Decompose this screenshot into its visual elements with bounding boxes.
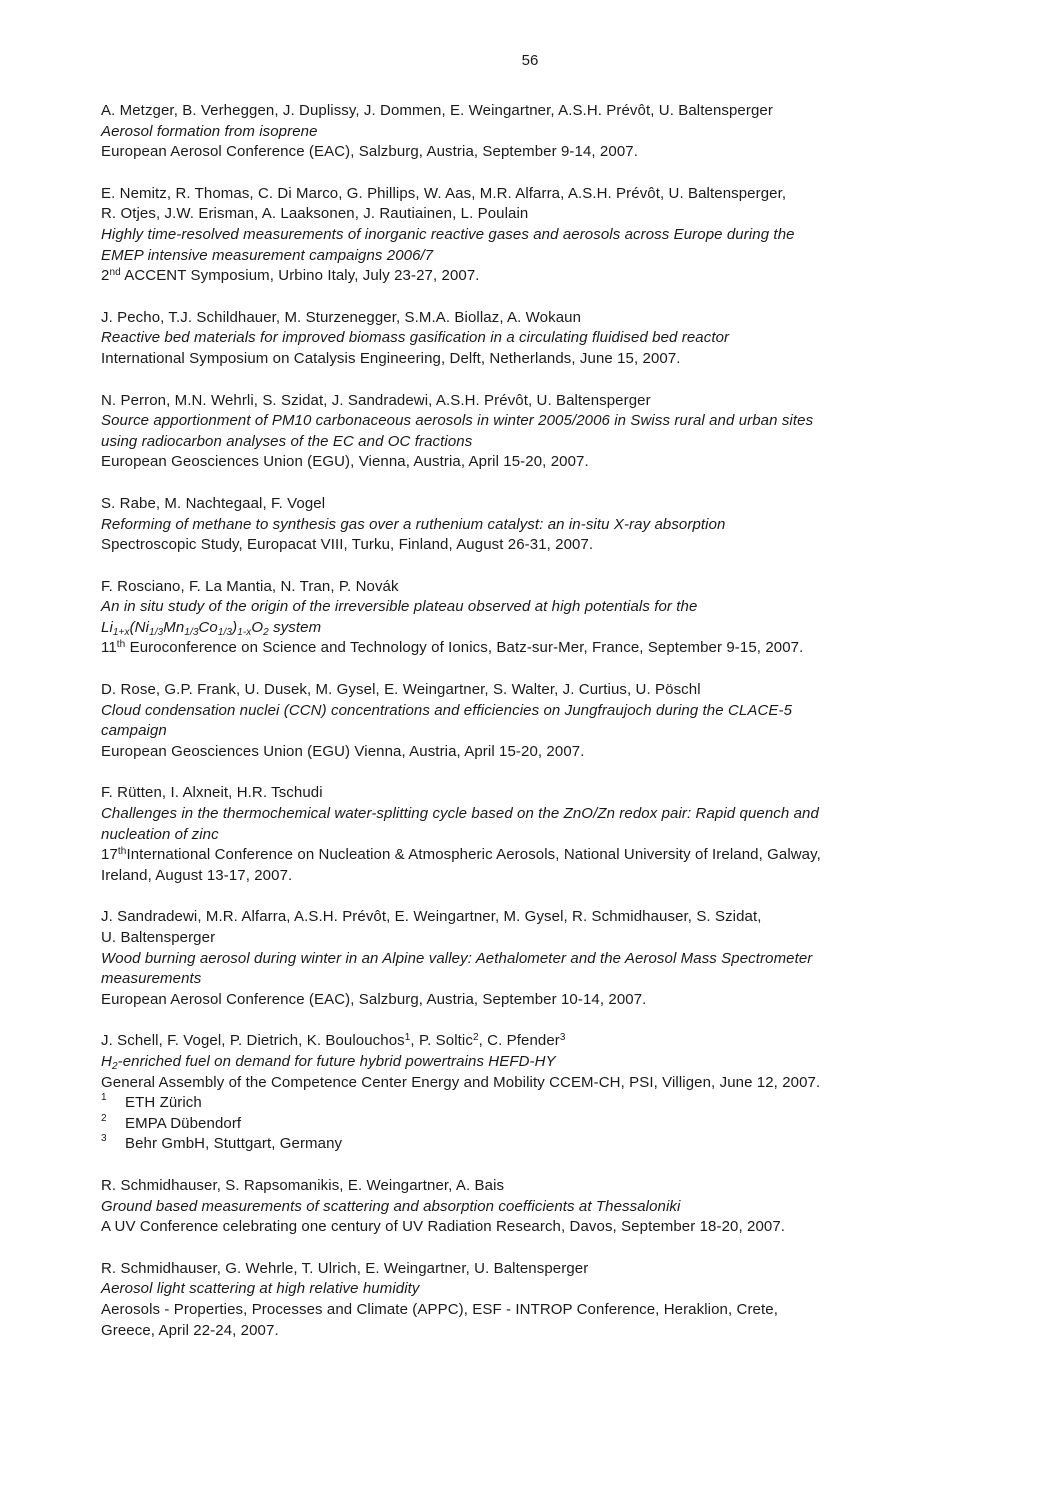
title-text: -enriched fuel on demand for future hybrid powertrains HEFD-HY <box>117 1052 556 1070</box>
entry-authors: F. Rütten, I. Alxneit, H.R. Tschudi <box>101 784 323 802</box>
entry-venue: International Symposium on Catalysis Engineering, Delft, Netherlands, June 15, 2007. <box>101 349 681 367</box>
affiliation-footnote <box>101 1114 1001 1135</box>
affiliation-text: Behr GmbH, Stuttgart, Germany <box>125 1135 343 1153</box>
affiliation-marker: 1 <box>404 1032 411 1044</box>
entry-venue: General Assembly of the Competence Center Energy and Mobility CCEM-CH, PSI, Villigen, June 12, 2007. <box>101 1073 821 1091</box>
entry-title: Challenges in the thermochemical water-splitting cycle based on the ZnO/Zn redox pair: Rapid quench and <box>101 805 819 823</box>
affiliation-text: ETH Zürich <box>125 1094 202 1112</box>
entry-title: EMEP intensive measurement campaigns 2006/7 <box>101 246 434 264</box>
publication-entry <box>101 184 1001 287</box>
entry-authors: U. Baltensperger <box>101 929 216 946</box>
formula-subscript: 1-x <box>237 626 252 638</box>
author-text: , P. Soltic <box>410 1032 473 1050</box>
entry-authors: N. Perron, M.N. Wehrli, S. Szidat, J. Sandradewi, A.S.H. Prévôt, U. Baltensperger <box>101 391 651 409</box>
venue-ordinal-suffix: th <box>117 846 127 858</box>
entry-venue: A UV Conference celebrating one century of UV Radiation Research, Davos, September 18-20, 2007. <box>101 1218 786 1236</box>
publication-entry <box>101 783 1001 886</box>
entry-title: nucleation of zinc <box>101 825 219 843</box>
author-text: J. Schell, F. Vogel, P. Dietrich, K. Boulouchos <box>101 1032 405 1050</box>
affiliation-footnote <box>101 1093 1001 1114</box>
venue-text: ACCENT Symposium, Urbino Italy, July 23-27, 2007. <box>120 267 480 285</box>
entry-venue: Ireland, August 13-17, 2007. <box>101 866 293 884</box>
entry-venue: European Aerosol Conference (EAC), Salzburg, Austria, September 9-14, 2007. <box>101 143 638 161</box>
entry-authors: R. Schmidhauser, S. Rapsomanikis, E. Weingartner, A. Bais <box>101 1176 505 1194</box>
formula-subscript: 1/3 <box>184 626 199 638</box>
formula-part: Li <box>101 618 113 636</box>
publication-entry <box>101 907 1001 1010</box>
entry-authors: R. Schmidhauser, G. Wehrle, T. Ulrich, E. Weingartner, U. Baltensperger <box>101 1259 589 1277</box>
entry-title: Aerosol light scattering at high relative humidity <box>101 1280 420 1298</box>
publication-entry <box>101 1031 1001 1155</box>
formula-part: ) <box>232 618 238 636</box>
publication-entry <box>101 577 1001 659</box>
venue-ordinal-number: 2 <box>101 267 110 285</box>
entry-title: Highly time-resolved measurements of inorganic reactive gases and aerosols across Europe during the <box>101 225 795 243</box>
formula-subscript: 1+x <box>112 626 130 638</box>
entry-authors: J. Pecho, T.J. Schildhauer, M. Sturzenegger, S.M.A. Biollaz, A. Wokaun <box>101 308 582 326</box>
formula-part: (Ni <box>129 618 150 636</box>
formula-part: Co <box>198 618 218 636</box>
affiliation-footnote <box>101 1134 1001 1155</box>
entry-title: using radiocarbon analyses of the EC and OC fractions <box>101 432 473 450</box>
entry-title: Wood burning aerosol during winter in an Alpine valley: Aethalometer and the Aerosol Mass Spectrometer <box>101 949 813 967</box>
author-text: , C. Pfender <box>478 1032 560 1050</box>
page-number: 56 <box>521 52 539 69</box>
title-text: H <box>101 1052 112 1070</box>
entry-authors: R. Otjes, J.W. Erisman, A. Laaksonen, J. Rautiainen, L. Poulain <box>101 205 529 223</box>
venue-ordinal-suffix: nd <box>109 267 121 279</box>
formula-subscript: 1/3 <box>217 626 233 638</box>
entry-venue: European Aerosol Conference (EAC), Salzburg, Austria, September 10-14, 2007. <box>101 990 647 1008</box>
publication-entry <box>101 680 1001 762</box>
publication-entry <box>101 1176 1001 1238</box>
title-subscript: 2 <box>111 1060 118 1072</box>
affiliation-number: 2 <box>101 1112 107 1124</box>
entry-title: campaign <box>101 722 167 740</box>
affiliation-number: 3 <box>101 1133 107 1145</box>
formula-part: O <box>251 618 264 636</box>
venue-ordinal-suffix: th <box>116 639 126 651</box>
venue-text: Euroconference on Science and Technology of Ionics, Batz-sur-Mer, France, September 9-15, 2007. <box>125 639 804 657</box>
entry-title: An in situ study of the origin of the irreversible plateau observed at high potentials for the <box>101 598 698 616</box>
entry-venue: European Geosciences Union (EGU), Vienna, Austria, April 15-20, 2007. <box>101 453 589 471</box>
affiliation-marker: 3 <box>559 1032 566 1044</box>
formula-subscript: 2 <box>263 626 269 638</box>
entry-title: Source apportionment of PM10 carbonaceous aerosols in winter 2005/2006 in Swiss rural and urban sites <box>101 412 814 430</box>
entry-venue: Aerosols - Properties, Processes and Climate (APPC), ESF - INTROP Conference, Heraklion, Crete, <box>101 1300 778 1318</box>
publication-list <box>101 101 1001 1362</box>
affiliation-text: EMPA Dübendorf <box>125 1114 242 1132</box>
publication-entry <box>101 1259 1001 1341</box>
entry-venue: Spectroscopic Study, Europacat VIII, Turku, Finland, August 26-31, 2007. <box>101 536 594 554</box>
entry-authors: F. Rosciano, F. La Mantia, N. Tran, P. Novák <box>101 577 399 595</box>
publication-entry <box>101 101 1001 163</box>
publication-entry <box>101 494 1001 556</box>
entry-venue: European Geosciences Union (EGU) Vienna, Austria, April 15-20, 2007. <box>101 742 585 760</box>
venue-ordinal-number: 11 <box>101 639 117 657</box>
entry-title: Reactive bed materials for improved biomass gasification in a circulating fluidised bed reactor <box>101 329 730 347</box>
affiliation-marker: 2 <box>472 1032 479 1044</box>
entry-authors: A. Metzger, B. Verheggen, J. Duplissy, J. Dommen, E. Weingartner, A.S.H. Prévôt, U. Baltensperger <box>101 102 773 119</box>
affiliation-number: 1 <box>101 1092 107 1104</box>
entry-title: Reforming of methane to synthesis gas over a ruthenium catalyst: an in-situ X-ray absorption <box>101 515 726 533</box>
entry-venue <box>101 266 1001 287</box>
entry-venue <box>101 845 1001 866</box>
formula-part: system <box>268 618 322 636</box>
entry-authors: D. Rose, G.P. Frank, U. Dusek, M. Gysel, E. Weingartner, S. Walter, J. Curtius, U. Pöschl <box>101 681 701 699</box>
entry-venue: Greece, April 22-24, 2007. <box>101 1321 279 1339</box>
publication-entry <box>101 391 1001 473</box>
entry-title: measurements <box>101 970 202 988</box>
entry-authors: S. Rabe, M. Nachtegaal, F. Vogel <box>101 494 326 512</box>
publication-entry <box>101 308 1001 370</box>
entry-title: Cloud condensation nuclei (CCN) concentrations and efficiencies on Jungfraujoch during the CLACE-5 <box>101 701 793 719</box>
entry-title: Ground based measurements of scattering and absorption coefficients at Thessaloniki <box>101 1197 681 1215</box>
entry-authors: E. Nemitz, R. Thomas, C. Di Marco, G. Phillips, W. Aas, M.R. Alfarra, A.S.H. Prévôt, U. Baltensperger, <box>101 184 787 202</box>
venue-text: International Conference on Nucleation & Atmospheric Aerosols, National University of Ireland, Galway, <box>126 846 821 864</box>
entry-authors: J. Sandradewi, M.R. Alfarra, A.S.H. Prévôt, E. Weingartner, M. Gysel, R. Schmidhauser, S. Szidat, <box>101 908 762 926</box>
entry-venue <box>101 638 1001 659</box>
entry-title <box>101 1052 1001 1073</box>
entry-title: Aerosol formation from isoprene <box>101 122 318 140</box>
venue-ordinal-number: 17 <box>101 846 118 864</box>
entry-title-formula <box>101 618 1001 639</box>
formula-subscript: 1/3 <box>149 626 164 638</box>
formula-part: Mn <box>163 618 185 636</box>
entry-authors <box>101 1031 1001 1052</box>
